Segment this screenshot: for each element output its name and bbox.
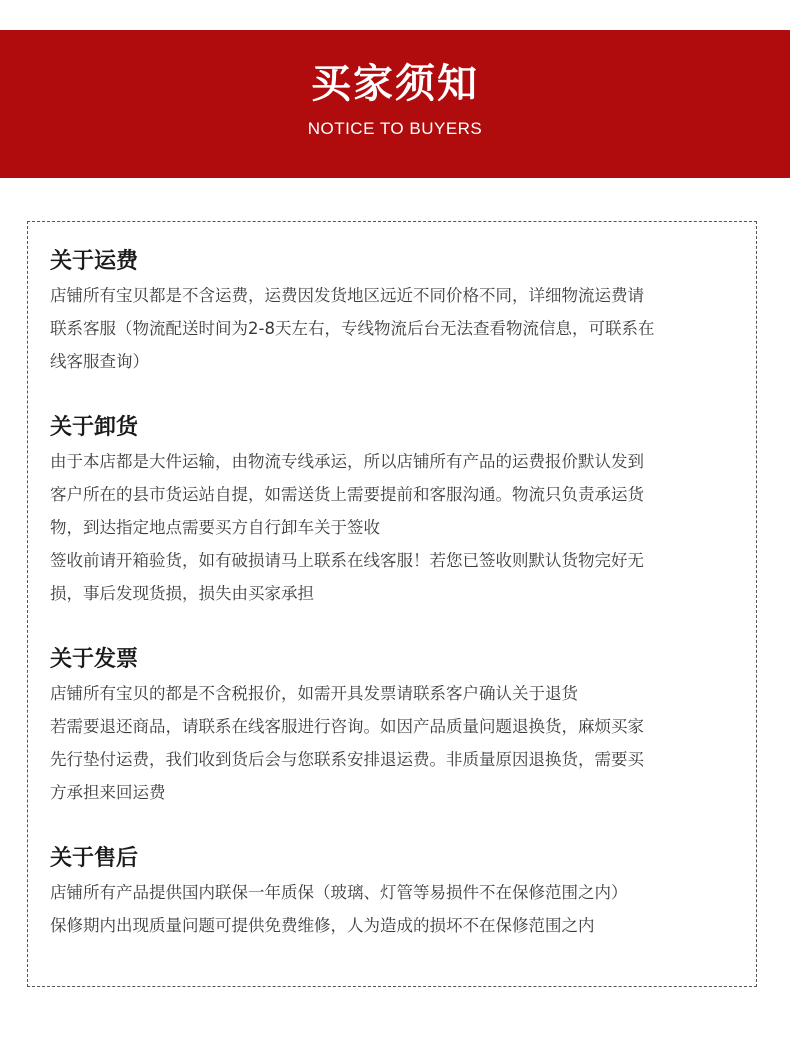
section-heading: 关于发票: [50, 647, 139, 672]
section-text-line: 若需要退还商品，请联系在线客服进行咨询。如因产品质量问题退换货，麻烦买家: [50, 717, 644, 736]
section-unloading: [50, 413, 750, 610]
section-text-line: 签收前请开箱验货，如有破损请马上联系在线客服！若您已签收则默认货物完好无: [50, 551, 644, 570]
banner-subtitle: NOTICE TO BUYERS: [307, 119, 483, 138]
section-text-line: 先行垫付运费，我们收到货后会与您联系安排退运费。非质量原因退换货，需要买: [50, 750, 644, 769]
section-text-line: 店铺所有宝贝都是不含运费，运费因发货地区远近不同价格不同，详细物流运费请: [50, 286, 644, 305]
banner-title: 买家须知: [311, 60, 479, 107]
section-text-line: 线客服查询）: [50, 352, 149, 371]
section-text-line: 联系客服（物流配送时间为2-8天左右，专线物流后台无法查看物流信息，可联系在: [50, 319, 655, 338]
section-text-line: 由于本店都是大件运输，由物流专线承运，所以店铺所有产品的运费报价默认发到: [50, 452, 644, 471]
section-heading: 关于售后: [50, 846, 139, 871]
section-text-line: 客户所在的县市货运站自提，如需送货上需要提前和客服沟通。物流只负责承运货: [50, 485, 644, 504]
section-shipping-fee: [50, 247, 750, 378]
notice-content-box: [27, 221, 757, 987]
section-invoice: [50, 645, 750, 809]
section-text-line: 店铺所有产品提供国内联保一年质保（玻璃、灯管等易损件不在保修范围之内）: [50, 883, 628, 902]
section-heading: 关于运费: [50, 249, 139, 274]
section-text-line: 店铺所有宝贝的都是不含税报价，如需开具发票请联系客户确认关于退货: [50, 684, 578, 703]
notice-banner: [0, 30, 790, 178]
section-text-line: 损，事后发现货损，损失由买家承担: [50, 584, 314, 603]
section-after-sales: [50, 844, 750, 942]
section-text-line: 保修期内出现质量问题可提供免费维修，人为造成的损坏不在保修范围之内: [50, 916, 595, 935]
section-text-line: 方承担来回运费: [50, 783, 166, 802]
section-text-line: 物，到达指定地点需要买方自行卸车关于签收: [50, 518, 380, 537]
section-heading: 关于卸货: [50, 415, 139, 440]
